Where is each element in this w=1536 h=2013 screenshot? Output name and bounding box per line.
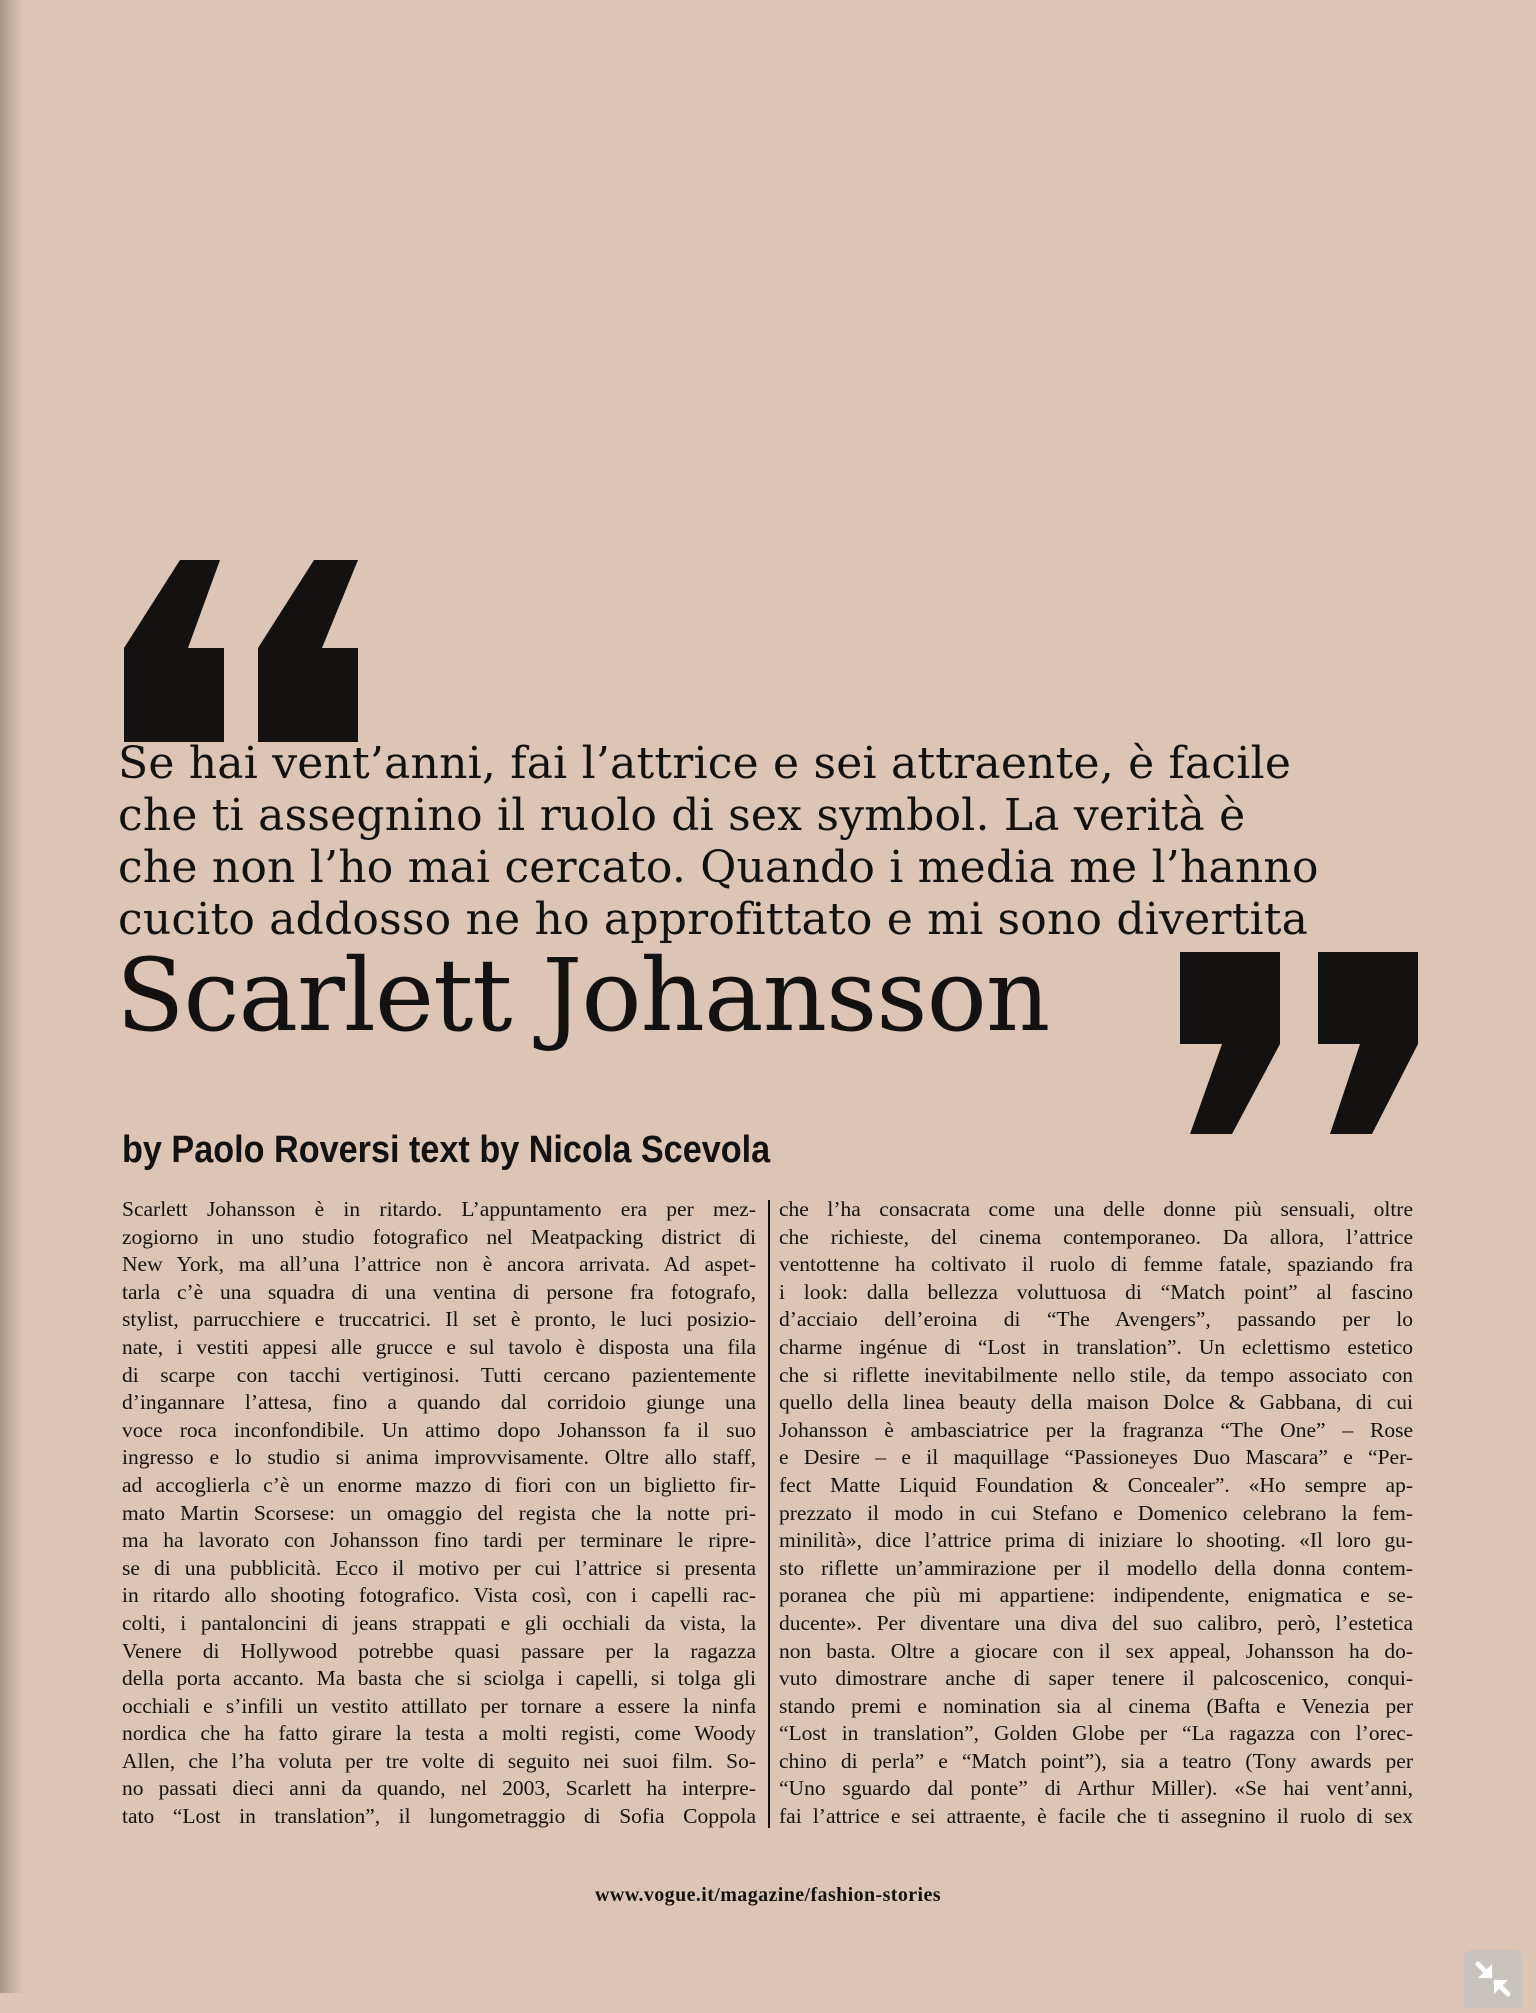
open-quote-mark-icon xyxy=(124,560,360,742)
body-text-line: ma ha lavorato con Johansson fino tardi per terminare le ripre- xyxy=(122,1528,756,1553)
body-text-line: mato Martin Scorsese: un omaggio del regista che la notte pri- xyxy=(122,1500,756,1525)
body-text-line: nate, i vestiti appesi alle grucce e sul tavolo è disposta una fila xyxy=(122,1334,756,1359)
body-text-line: “Lost in translation”, Golden Globe per “La ragazza con l’orec- xyxy=(779,1721,1413,1746)
body-text-line: non basta. Oltre a giocare con il sex appeal, Johansson ha do- xyxy=(779,1638,1413,1663)
body-text-line: tarla c’è una squadra di una ventina di persone fra fotografo, xyxy=(122,1279,756,1304)
body-text-line: sto riflette un’ammirazione per il modello della donna contem- xyxy=(779,1555,1413,1580)
pull-quote-line: che ti assegnino il ruolo di sex symbol. La verità è xyxy=(118,790,1246,841)
body-text-line: se di una pubblicità. Ecco il motivo per cui l’attrice si presenta xyxy=(122,1555,756,1580)
body-text-line: Johansson è ambasciatrice per la fragranza “The One” – Rose xyxy=(779,1417,1413,1442)
article-column-right xyxy=(779,1196,1413,1831)
body-text-line: tato “Lost in translation”, il lungometraggio di Sofia Coppola xyxy=(122,1804,756,1829)
exit-fullscreen-icon xyxy=(1464,1950,1522,2008)
body-text-line: ventottenne ha coltivato il ruolo di femme fatale, spaziando fra xyxy=(779,1252,1413,1277)
body-text-line: i look: dalla bellezza voluttuosa di “Match point” al fascino xyxy=(779,1279,1413,1304)
body-text-line: in ritardo allo shooting fotografico. Vista così, con i capelli rac- xyxy=(122,1583,756,1608)
body-text-line: occhiali e s’infili un vestito attillato per tornare a essere la ninfa xyxy=(122,1693,756,1718)
body-text-line: ad accoglierla c’è un enorme mazzo di fiori con un biglietto fir- xyxy=(122,1472,756,1497)
quote-attribution: Scarlett Johansson xyxy=(116,937,1050,1054)
body-text-line: d’ingannare l’attesa, fino a quando dal corridoio giunge una xyxy=(122,1390,756,1415)
body-text-line: della porta accanto. Ma basta che si sciolga i capelli, si tolga gli xyxy=(122,1666,756,1691)
body-text-line: Venere di Hollywood potrebbe quasi passare per la ragazza xyxy=(122,1638,756,1663)
body-text-line: nordica che ha fatto girare la testa a molti registi, come Woody xyxy=(122,1721,756,1746)
footer-url-link[interactable]: www.vogue.it/magazine/fashion-stories xyxy=(595,1884,941,1906)
exit-fullscreen-button[interactable] xyxy=(1464,1950,1522,2008)
body-text-line: che si riflette inevitabilmente nello stile, da tempo associato con xyxy=(779,1362,1413,1387)
pull-quote-line: cucito addosso ne ho approfittato e mi sono divertita xyxy=(118,894,1309,945)
body-text-line: Allen, che l’ha voluta per tre volte di seguito nei suoi film. So- xyxy=(122,1748,756,1773)
body-text-line: fect Matte Liquid Foundation & Concealer”. «Ho sempre ap- xyxy=(779,1472,1413,1497)
pull-quote xyxy=(118,738,1438,946)
body-text-line: stando premi e nomination sia al cinema (Bafta e Venezia per xyxy=(779,1693,1413,1718)
body-text-line: voce roca inconfondibile. Un attimo dopo Johansson fa il suo xyxy=(122,1417,756,1442)
body-text-line: chino di perla” e “Match point”), sia a teatro (Tony awards per xyxy=(779,1748,1413,1773)
body-text-line: d’acciaio dell’eroina di “The Avengers”, passando per lo xyxy=(779,1307,1413,1332)
body-text-line: ducente». Per diventare una diva del suo calibro, però, l’estetica xyxy=(779,1610,1413,1635)
body-text-line: che l’ha consacrata come una delle donne più sensuali, oltre xyxy=(779,1197,1413,1221)
body-text-line: New York, ma all’una l’attrice non è ancora arrivata. Ad aspet- xyxy=(122,1252,756,1277)
body-text-line: prezzato il modo in cui Stefano e Domenico celebrano la fem- xyxy=(779,1500,1413,1525)
body-text-line: di scarpe con tacchi vertiginosi. Tutti cercano pazientemente xyxy=(122,1362,756,1387)
pull-quote-line: Se hai vent’anni, fai l’attrice e sei attraente, è facile xyxy=(118,738,1292,789)
body-text-line: poranea che più mi appartiene: indipendente, enigmatica e se- xyxy=(779,1583,1413,1608)
body-text-line: quello della linea beauty della maison Dolce & Gabbana, di cui xyxy=(779,1390,1413,1415)
body-text-line: stylist, parrucchiere e truccatrici. Il set è pronto, le luci posizio- xyxy=(122,1307,756,1332)
body-text-line: fai l’attrice e sei attraente, è facile che ti assegnino il ruolo di sex xyxy=(779,1804,1413,1829)
article-column-left xyxy=(122,1196,756,1831)
body-text-line: vuto dimostrare anche di saper tenere il palcoscenico, conqui- xyxy=(779,1666,1413,1691)
body-text-line: e Desire – e il maquillage “Passioneyes Duo Mascara” e “Per- xyxy=(779,1445,1413,1470)
page-spine-shadow xyxy=(0,0,24,1993)
byline: by Paolo Roversi text by Nicola Scevola xyxy=(122,1129,771,1171)
column-divider xyxy=(768,1200,770,1828)
body-text-line: “Uno sguardo dal ponte” di Arthur Miller). «Se hai vent’anni, xyxy=(779,1776,1413,1801)
body-text-line: ingresso e lo studio si anima improvvisamente. Oltre allo staff, xyxy=(122,1445,756,1470)
body-text-line: minilità», dice l’attrice prima di iniziare lo shooting. «Il loro gu- xyxy=(779,1528,1413,1553)
body-text-line: zogiorno in uno studio fotografico nel Meatpacking district di xyxy=(122,1224,756,1249)
body-text-line: Scarlett Johansson è in ritardo. L’appuntamento era per mez- xyxy=(122,1197,756,1221)
body-text-line: no passati dieci anni da quando, nel 2003, Scarlett ha interpre- xyxy=(122,1776,756,1801)
body-text-line: colti, i pantaloncini di jeans strappati e gli occhiali da vista, la xyxy=(122,1610,756,1635)
pull-quote-line: che non l’ho mai cercato. Quando i media me l’hanno xyxy=(118,842,1319,893)
body-text-line: charme ingénue di “Lost in translation”. Un eclettismo estetico xyxy=(779,1334,1413,1359)
body-text-line: che richieste, del cinema contemporaneo. Da allora, l’attrice xyxy=(779,1224,1413,1249)
close-quote-mark-icon xyxy=(1180,952,1418,1134)
